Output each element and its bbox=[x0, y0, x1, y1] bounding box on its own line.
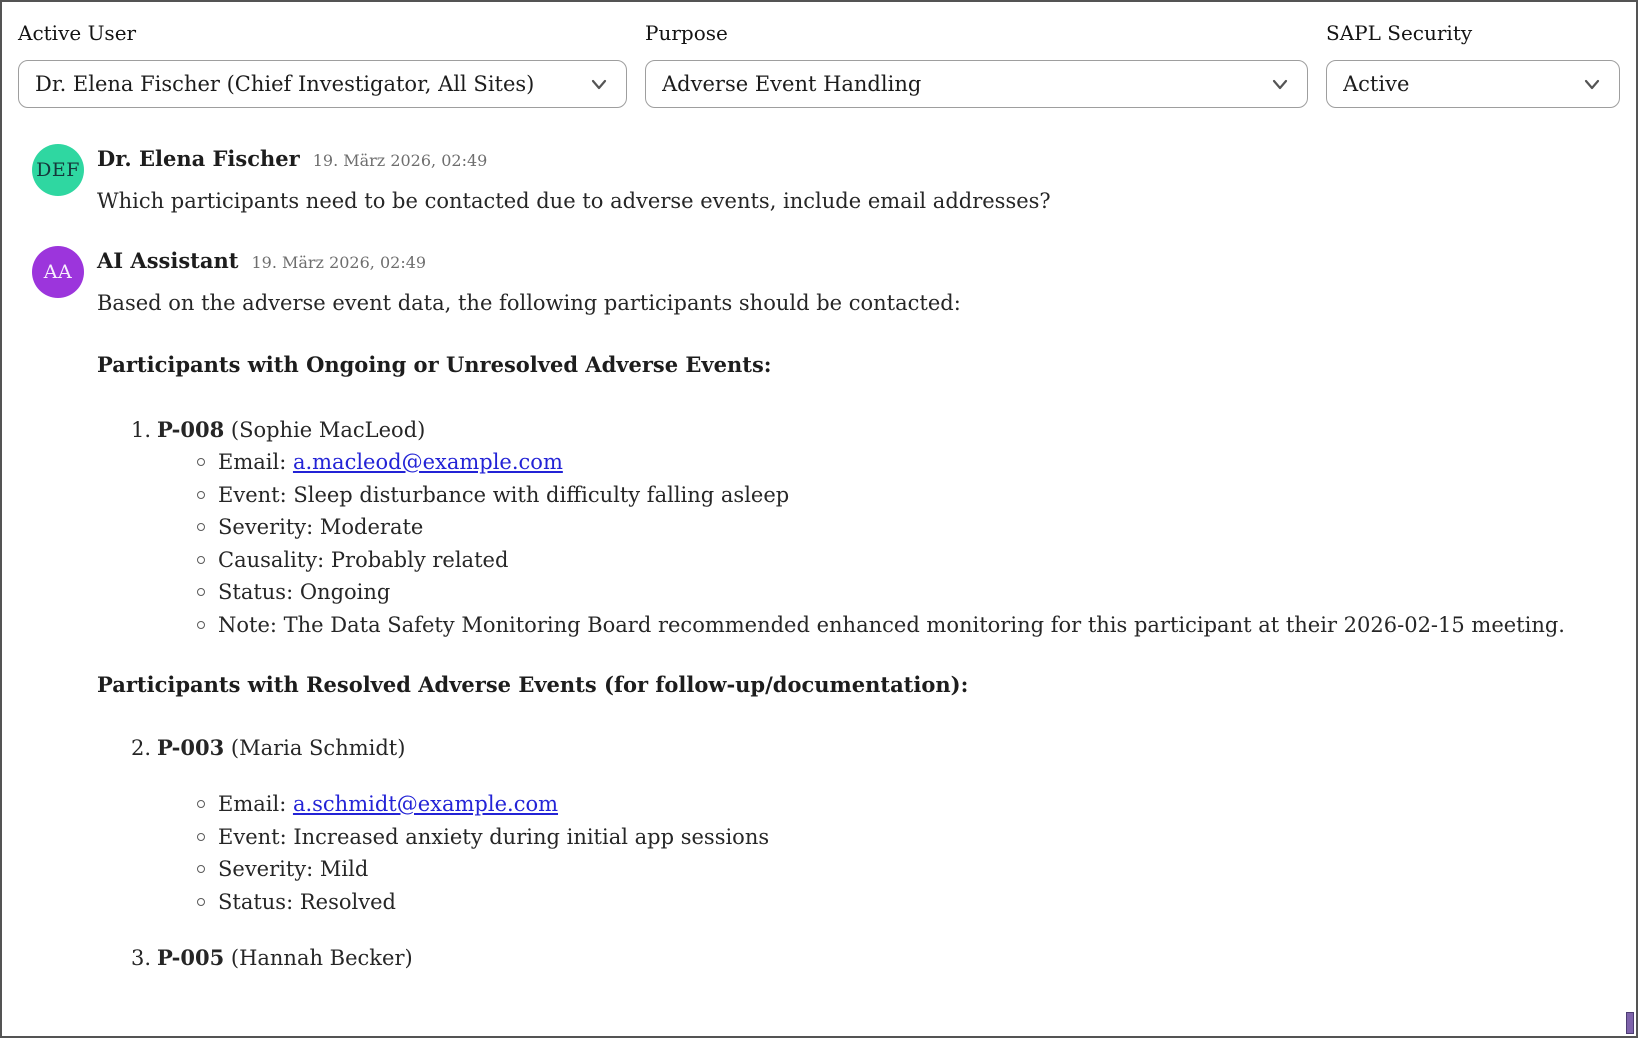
active-user-value: Dr. Elena Fischer (Chief Investigator, All Sites) bbox=[35, 72, 535, 96]
list-item-p003 bbox=[131, 732, 1620, 919]
list-number: 1. bbox=[131, 417, 152, 442]
detail-text: Event: Increased anxiety during initial app sessions bbox=[218, 824, 770, 849]
list-item-content bbox=[157, 942, 1620, 975]
participant-details bbox=[157, 788, 1620, 918]
heading-resolved-events: Participants with Resolved Adverse Events (for follow-up/documentation): bbox=[97, 672, 969, 697]
bullet-circle-icon bbox=[197, 833, 205, 841]
email-label: Email: bbox=[218, 450, 293, 474]
list-number: 2. bbox=[131, 735, 152, 760]
sapl-security-control bbox=[1326, 20, 1620, 108]
scrollbar-thumb[interactable] bbox=[1626, 1012, 1634, 1034]
user-message-text: Which participants need to be contacted due to adverse events, include email addresses? bbox=[97, 189, 1051, 213]
participant-id: P-005 bbox=[157, 945, 225, 970]
author-name: AI Assistant bbox=[97, 247, 239, 273]
active-user-select[interactable] bbox=[18, 60, 627, 108]
list-number: 3. bbox=[131, 946, 152, 970]
sapl-security-value: Active bbox=[1343, 72, 1410, 96]
user-message-body bbox=[97, 144, 1620, 218]
purpose-select[interactable] bbox=[645, 60, 1308, 108]
user-avatar: DEF bbox=[32, 144, 84, 196]
detail-text: Status: Ongoing bbox=[218, 580, 391, 604]
detail-note bbox=[157, 609, 1620, 642]
author-name: Dr. Elena Fischer bbox=[97, 146, 300, 171]
chevron-down-icon bbox=[1581, 73, 1603, 95]
participant-name: (Hannah Becker) bbox=[224, 946, 413, 970]
bullet-circle-icon bbox=[197, 523, 205, 531]
chat-history bbox=[2, 144, 1636, 975]
detail-status bbox=[157, 576, 1620, 609]
detail-email bbox=[157, 788, 1620, 821]
bullet-circle-icon bbox=[197, 621, 205, 629]
bullet-circle-icon bbox=[197, 491, 205, 499]
active-user-label: Active User bbox=[18, 21, 137, 45]
list-item-content bbox=[157, 732, 1620, 919]
list-item-content bbox=[157, 414, 1620, 642]
participant-details bbox=[157, 446, 1620, 641]
participant-name: (Sophie MacLeod) bbox=[224, 417, 426, 442]
bullet-circle-icon bbox=[197, 898, 205, 906]
detail-text bbox=[218, 788, 1620, 821]
chevron-down-icon bbox=[1269, 73, 1291, 95]
participant-title bbox=[157, 732, 1620, 765]
list-item-p005 bbox=[131, 942, 1620, 975]
email-link[interactable]: a.schmidt@example.com bbox=[292, 792, 559, 816]
bullet-circle-icon bbox=[197, 865, 205, 873]
detail-text: Status: Resolved bbox=[218, 889, 396, 914]
user-message bbox=[32, 144, 1620, 218]
chevron-down-icon bbox=[588, 73, 610, 95]
detail-event bbox=[157, 821, 1620, 854]
message-header bbox=[97, 248, 1620, 273]
bullet-circle-icon bbox=[197, 800, 205, 808]
detail-event bbox=[157, 479, 1620, 512]
bullet-circle-icon bbox=[197, 588, 205, 596]
detail-severity bbox=[157, 511, 1620, 544]
participant-id: P-003 bbox=[157, 734, 225, 760]
purpose-value: Adverse Event Handling bbox=[662, 72, 922, 96]
message-timestamp: 19. März 2026, 02:49 bbox=[312, 151, 488, 170]
intro-paragraph: Based on the adverse event data, the following participants should be contacted: bbox=[97, 290, 961, 315]
detail-text bbox=[218, 446, 1620, 479]
purpose-control bbox=[645, 20, 1308, 108]
message-header bbox=[97, 146, 1620, 171]
assistant-avatar: AA bbox=[32, 246, 84, 298]
detail-email bbox=[157, 446, 1620, 479]
sapl-security-select[interactable] bbox=[1326, 60, 1620, 108]
participant-name: (Maria Schmidt) bbox=[224, 735, 406, 760]
resolved-participants-list bbox=[131, 732, 1620, 975]
detail-text: Event: Sleep disturbance with difficulty falling asleep bbox=[218, 482, 790, 507]
email-link[interactable]: a.macleod@example.com bbox=[292, 450, 563, 474]
participant-title bbox=[157, 414, 1620, 447]
assistant-message-body bbox=[97, 246, 1620, 975]
controls-row bbox=[2, 2, 1636, 108]
participant-title bbox=[157, 942, 1620, 975]
detail-text: Severity: Mild bbox=[218, 857, 369, 881]
active-user-control bbox=[18, 20, 627, 108]
detail-text: Note: The Data Safety Monitoring Board recommended enhanced monitoring for this participant at their 2026-02-15 meeting. bbox=[218, 612, 1565, 637]
bullet-circle-icon bbox=[197, 458, 205, 466]
detail-status bbox=[157, 886, 1620, 919]
ongoing-participants-list bbox=[131, 414, 1620, 642]
detail-text: Causality: Probably related bbox=[218, 547, 509, 572]
message-timestamp: 19. März 2026, 02:49 bbox=[251, 252, 427, 272]
participant-id: P-008 bbox=[157, 416, 225, 442]
assistant-message bbox=[32, 246, 1620, 975]
email-label: Email: bbox=[218, 792, 293, 816]
sapl-security-label: SAPL Security bbox=[1326, 21, 1473, 45]
purpose-label: Purpose bbox=[645, 21, 728, 45]
heading-ongoing-events: Participants with Ongoing or Unresolved Adverse Events: bbox=[97, 352, 772, 377]
assistant-message-content bbox=[97, 287, 1620, 975]
detail-causality bbox=[157, 544, 1620, 577]
detail-text: Severity: Moderate bbox=[218, 515, 424, 539]
list-item-p008 bbox=[131, 414, 1620, 642]
detail-severity bbox=[157, 853, 1620, 886]
bullet-circle-icon bbox=[197, 556, 205, 564]
